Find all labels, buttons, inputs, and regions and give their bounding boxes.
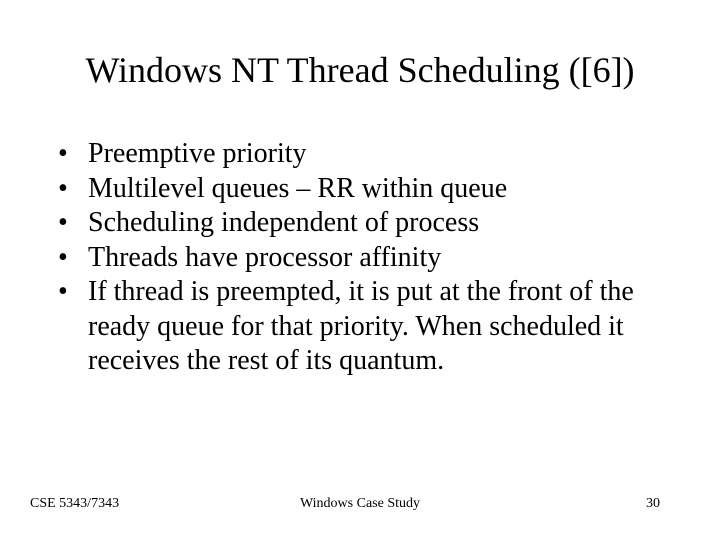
footer-course: CSE 5343/7343 bbox=[30, 496, 120, 511]
slide-title: Windows NT Thread Scheduling ([6]) bbox=[85, 50, 635, 90]
bullet-text: Threads have processor affinity bbox=[88, 241, 442, 273]
bullet-dot-icon: • bbox=[58, 276, 68, 307]
bullet-item bbox=[58, 241, 698, 276]
bullet-item bbox=[58, 172, 698, 207]
footer-page-number: 30 bbox=[646, 496, 660, 511]
bullet-dot-icon: • bbox=[58, 172, 68, 204]
bullet-dot-icon: • bbox=[58, 241, 68, 273]
bullet-text: Multilevel queues – RR within queue bbox=[88, 172, 508, 204]
bullet-dot-icon: • bbox=[58, 138, 68, 169]
bullet-item bbox=[58, 275, 698, 379]
footer-topic: Windows Case Study bbox=[300, 496, 420, 511]
bullet-text: If thread is preempted, it is put at the front of the ready queue for that priority. When scheduled it receives the rest of its quantum. bbox=[88, 276, 634, 376]
bullet-text: Preemptive priority bbox=[88, 138, 307, 169]
bullet-item bbox=[58, 206, 698, 241]
bullet-text: Scheduling independent of process bbox=[88, 207, 480, 238]
bullet-list bbox=[58, 137, 698, 379]
bullet-item bbox=[58, 137, 698, 172]
bullet-dot-icon: • bbox=[58, 207, 68, 238]
